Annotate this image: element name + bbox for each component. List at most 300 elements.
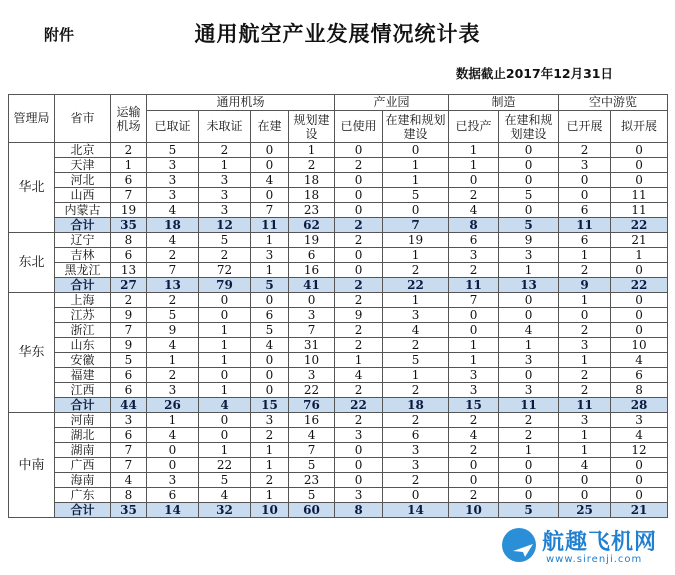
header-planned: 规划建设: [289, 111, 335, 143]
value-cell: 2: [289, 158, 335, 173]
value-cell: 2: [199, 248, 251, 263]
table-row: [9, 173, 668, 188]
table-row: [9, 488, 668, 503]
total-value-cell: 12: [199, 218, 251, 233]
value-cell: 0: [251, 383, 289, 398]
value-cell: 5: [251, 323, 289, 338]
region-name: 华北: [9, 143, 55, 233]
header-mfg-building-planning: 在建和规划建设: [499, 111, 559, 143]
value-cell: 2: [199, 143, 251, 158]
value-cell: 3: [449, 383, 499, 398]
value-cell: 6: [111, 368, 147, 383]
value-cell: 2: [559, 383, 611, 398]
total-value-cell: 13: [499, 278, 559, 293]
value-cell: 1: [199, 338, 251, 353]
value-cell: 2: [449, 488, 499, 503]
value-cell: 1: [199, 443, 251, 458]
value-cell: 2: [449, 263, 499, 278]
value-cell: 4: [111, 473, 147, 488]
value-cell: 5: [383, 353, 449, 368]
value-cell: 3: [449, 368, 499, 383]
value-cell: 0: [335, 173, 383, 188]
value-cell: 0: [449, 173, 499, 188]
header-uncertified: 未取证: [199, 111, 251, 143]
total-label: 合计: [55, 503, 111, 518]
header-manufacturing: 制造: [449, 95, 559, 111]
value-cell: 0: [611, 173, 668, 188]
value-cell: 4: [559, 458, 611, 473]
value-cell: 2: [499, 428, 559, 443]
table-row: [9, 323, 668, 338]
total-value-cell: 22: [611, 218, 668, 233]
value-cell: 2: [383, 338, 449, 353]
total-value-cell: 18: [147, 218, 199, 233]
value-cell: 2: [335, 158, 383, 173]
value-cell: 0: [335, 458, 383, 473]
value-cell: 4: [251, 173, 289, 188]
value-cell: 11: [611, 203, 668, 218]
value-cell: 2: [383, 473, 449, 488]
value-cell: 1: [199, 323, 251, 338]
value-cell: 0: [335, 248, 383, 263]
total-value-cell: 15: [449, 398, 499, 413]
value-cell: 4: [449, 203, 499, 218]
value-cell: 0: [499, 158, 559, 173]
value-cell: 72: [199, 263, 251, 278]
value-cell: 7: [111, 323, 147, 338]
value-cell: 4: [289, 428, 335, 443]
value-cell: 1: [499, 443, 559, 458]
total-value-cell: 26: [147, 398, 199, 413]
value-cell: 1: [449, 143, 499, 158]
value-cell: 0: [499, 458, 559, 473]
header-launched: 已开展: [559, 111, 611, 143]
value-cell: 0: [611, 323, 668, 338]
value-cell: 3: [335, 488, 383, 503]
value-cell: 1: [449, 158, 499, 173]
table-row: [9, 458, 668, 473]
table-row: [9, 203, 668, 218]
value-cell: 6: [449, 233, 499, 248]
value-cell: 0: [199, 293, 251, 308]
value-cell: 31: [289, 338, 335, 353]
province-cell: 江苏: [55, 308, 111, 323]
value-cell: 10: [611, 338, 668, 353]
value-cell: 1: [383, 158, 449, 173]
value-cell: 3: [611, 413, 668, 428]
value-cell: 3: [383, 458, 449, 473]
total-value-cell: 11: [559, 398, 611, 413]
value-cell: 4: [383, 323, 449, 338]
value-cell: 3: [289, 368, 335, 383]
total-value-cell: 41: [289, 278, 335, 293]
value-cell: 3: [111, 413, 147, 428]
value-cell: 5: [111, 353, 147, 368]
value-cell: 7: [251, 203, 289, 218]
table-row: [9, 473, 668, 488]
value-cell: 4: [449, 428, 499, 443]
province-cell: 湖北: [55, 428, 111, 443]
value-cell: 3: [383, 443, 449, 458]
value-cell: 9: [335, 308, 383, 323]
value-cell: 3: [251, 413, 289, 428]
province-cell: 广西: [55, 458, 111, 473]
value-cell: 2: [383, 263, 449, 278]
page-title: 通用航空产业发展情况统计表: [194, 22, 481, 46]
value-cell: 9: [499, 233, 559, 248]
total-value-cell: 18: [383, 398, 449, 413]
value-cell: 1: [383, 293, 449, 308]
header-transport-airport: 运输机场: [111, 95, 147, 143]
total-value-cell: 35: [111, 503, 147, 518]
value-cell: 1: [559, 443, 611, 458]
value-cell: 0: [199, 413, 251, 428]
total-value-cell: 79: [199, 278, 251, 293]
header-certified: 已取证: [147, 111, 199, 143]
value-cell: 3: [335, 428, 383, 443]
province-cell: 山西: [55, 188, 111, 203]
value-cell: 0: [611, 308, 668, 323]
value-cell: 4: [199, 488, 251, 503]
total-value-cell: 44: [111, 398, 147, 413]
value-cell: 2: [147, 293, 199, 308]
value-cell: 2: [335, 323, 383, 338]
value-cell: 23: [289, 203, 335, 218]
total-value-cell: 11: [559, 218, 611, 233]
value-cell: 3: [559, 338, 611, 353]
value-cell: 0: [335, 473, 383, 488]
table-row: [9, 308, 668, 323]
watermark: [498, 522, 668, 572]
value-cell: 1: [289, 143, 335, 158]
table-row: [9, 383, 668, 398]
table-row: [9, 233, 668, 248]
value-cell: 0: [383, 488, 449, 503]
table-row: [9, 443, 668, 458]
value-cell: 1: [199, 353, 251, 368]
province-cell: 江西: [55, 383, 111, 398]
header-to-launch: 拟开展: [611, 111, 668, 143]
value-cell: 0: [611, 158, 668, 173]
value-cell: 0: [611, 263, 668, 278]
value-cell: 3: [499, 248, 559, 263]
value-cell: 6: [559, 203, 611, 218]
value-cell: 0: [449, 458, 499, 473]
value-cell: 0: [611, 458, 668, 473]
value-cell: 0: [335, 443, 383, 458]
value-cell: 0: [289, 293, 335, 308]
value-cell: 1: [559, 353, 611, 368]
value-cell: 2: [383, 383, 449, 398]
value-cell: 5: [289, 488, 335, 503]
total-label: 合计: [55, 218, 111, 233]
value-cell: 8: [111, 488, 147, 503]
value-cell: 7: [111, 188, 147, 203]
value-cell: 8: [611, 383, 668, 398]
total-value-cell: 5: [499, 218, 559, 233]
watermark-brand: 航趣飞机网: [542, 530, 658, 555]
value-cell: 0: [611, 293, 668, 308]
watermark-logo-icon: [502, 528, 536, 562]
value-cell: 2: [559, 368, 611, 383]
table-row: [9, 143, 668, 158]
value-cell: 5: [199, 233, 251, 248]
header-in-production: 已投产: [449, 111, 499, 143]
value-cell: 1: [449, 353, 499, 368]
table-row: [9, 368, 668, 383]
total-value-cell: 8: [335, 503, 383, 518]
value-cell: 4: [611, 428, 668, 443]
province-cell: 辽宁: [55, 233, 111, 248]
value-cell: 2: [449, 413, 499, 428]
total-value-cell: 15: [251, 398, 289, 413]
total-value-cell: 10: [251, 503, 289, 518]
value-cell: 5: [499, 188, 559, 203]
value-cell: 1: [559, 428, 611, 443]
watermark-url: www.sirenji.com: [546, 554, 643, 565]
header-in-use: 已使用: [335, 111, 383, 143]
province-cell: 浙江: [55, 323, 111, 338]
total-value-cell: 10: [449, 503, 499, 518]
value-cell: 10: [289, 353, 335, 368]
value-cell: 2: [251, 473, 289, 488]
value-cell: 0: [499, 488, 559, 503]
value-cell: 11: [611, 188, 668, 203]
value-cell: 5: [199, 473, 251, 488]
total-value-cell: 27: [111, 278, 147, 293]
total-value-cell: 8: [449, 218, 499, 233]
province-cell: 天津: [55, 158, 111, 173]
total-value-cell: 76: [289, 398, 335, 413]
value-cell: 0: [383, 143, 449, 158]
value-cell: 13: [111, 263, 147, 278]
plane-icon: [512, 542, 534, 558]
value-cell: 1: [251, 458, 289, 473]
value-cell: 22: [289, 383, 335, 398]
appendix-label: 附件: [44, 26, 75, 44]
value-cell: 7: [449, 293, 499, 308]
province-cell: 内蒙古: [55, 203, 111, 218]
value-cell: 6: [111, 173, 147, 188]
value-cell: 3: [147, 173, 199, 188]
value-cell: 18: [289, 173, 335, 188]
total-value-cell: 22: [383, 278, 449, 293]
value-cell: 0: [499, 203, 559, 218]
value-cell: 6: [111, 428, 147, 443]
total-value-cell: 9: [559, 278, 611, 293]
province-cell: 黑龙江: [55, 263, 111, 278]
value-cell: 4: [147, 233, 199, 248]
value-cell: 3: [499, 383, 559, 398]
value-cell: 1: [559, 248, 611, 263]
province-cell: 上海: [55, 293, 111, 308]
value-cell: 0: [199, 308, 251, 323]
total-value-cell: 13: [147, 278, 199, 293]
value-cell: 0: [251, 143, 289, 158]
value-cell: 0: [335, 203, 383, 218]
date-note: 数据截止2017年12月31日: [455, 66, 613, 81]
value-cell: 0: [251, 353, 289, 368]
province-cell: 山东: [55, 338, 111, 353]
value-cell: 0: [449, 308, 499, 323]
value-cell: 1: [199, 158, 251, 173]
total-value-cell: 35: [111, 218, 147, 233]
value-cell: 0: [335, 143, 383, 158]
province-cell: 湖南: [55, 443, 111, 458]
region-name: 中南: [9, 413, 55, 518]
header-province: 省市: [55, 95, 111, 143]
header-park-building-planning: 在建和规划建设: [383, 111, 449, 143]
value-cell: 6: [289, 248, 335, 263]
value-cell: 0: [611, 473, 668, 488]
value-cell: 22: [199, 458, 251, 473]
value-cell: 0: [147, 443, 199, 458]
value-cell: 3: [199, 173, 251, 188]
total-value-cell: 7: [383, 218, 449, 233]
value-cell: 2: [111, 293, 147, 308]
total-value-cell: 22: [611, 278, 668, 293]
value-cell: 0: [199, 368, 251, 383]
value-cell: 2: [449, 188, 499, 203]
value-cell: 1: [383, 173, 449, 188]
value-cell: 1: [111, 158, 147, 173]
value-cell: 2: [251, 428, 289, 443]
total-row: [9, 503, 668, 518]
value-cell: 0: [499, 473, 559, 488]
value-cell: 16: [289, 413, 335, 428]
value-cell: 1: [499, 263, 559, 278]
total-value-cell: 11: [449, 278, 499, 293]
value-cell: 3: [147, 473, 199, 488]
region-name: 东北: [9, 233, 55, 293]
header-general-airport: 通用机场: [147, 95, 335, 111]
value-cell: 2: [335, 293, 383, 308]
value-cell: 9: [111, 308, 147, 323]
table-row: [9, 428, 668, 443]
total-value-cell: 21: [611, 503, 668, 518]
value-cell: 0: [251, 368, 289, 383]
value-cell: 19: [289, 233, 335, 248]
value-cell: 5: [289, 458, 335, 473]
value-cell: 2: [559, 143, 611, 158]
value-cell: 3: [199, 203, 251, 218]
value-cell: 0: [559, 488, 611, 503]
total-value-cell: 2: [335, 218, 383, 233]
value-cell: 6: [111, 248, 147, 263]
value-cell: 0: [199, 428, 251, 443]
value-cell: 5: [383, 188, 449, 203]
total-value-cell: 28: [611, 398, 668, 413]
total-row: [9, 398, 668, 413]
header-admin: 管理局: [9, 95, 55, 143]
value-cell: 2: [335, 233, 383, 248]
table-row: [9, 248, 668, 263]
value-cell: 3: [147, 188, 199, 203]
province-cell: 河北: [55, 173, 111, 188]
value-cell: 0: [499, 173, 559, 188]
province-cell: 广东: [55, 488, 111, 503]
total-label: 合计: [55, 278, 111, 293]
value-cell: 6: [559, 233, 611, 248]
value-cell: 0: [559, 173, 611, 188]
total-value-cell: 14: [147, 503, 199, 518]
value-cell: 1: [449, 338, 499, 353]
value-cell: 0: [449, 323, 499, 338]
value-cell: 2: [147, 248, 199, 263]
value-cell: 6: [111, 383, 147, 398]
value-cell: 6: [147, 488, 199, 503]
total-row: [9, 218, 668, 233]
value-cell: 7: [147, 263, 199, 278]
value-cell: 4: [251, 338, 289, 353]
value-cell: 8: [111, 233, 147, 248]
table-row: [9, 158, 668, 173]
value-cell: 0: [335, 263, 383, 278]
value-cell: 3: [147, 383, 199, 398]
value-cell: 0: [611, 143, 668, 158]
value-cell: 0: [559, 188, 611, 203]
value-cell: 3: [499, 353, 559, 368]
province-cell: 河南: [55, 413, 111, 428]
value-cell: 9: [111, 338, 147, 353]
province-cell: 吉林: [55, 248, 111, 263]
table-row: [9, 188, 668, 203]
value-cell: 6: [251, 308, 289, 323]
value-cell: 1: [199, 383, 251, 398]
value-cell: 0: [251, 293, 289, 308]
value-cell: 9: [147, 323, 199, 338]
value-cell: 7: [289, 323, 335, 338]
value-cell: 4: [147, 428, 199, 443]
value-cell: 0: [499, 308, 559, 323]
province-cell: 安徽: [55, 353, 111, 368]
value-cell: 4: [147, 203, 199, 218]
value-cell: 0: [251, 158, 289, 173]
value-cell: 5: [147, 308, 199, 323]
header-building: 在建: [251, 111, 289, 143]
value-cell: 1: [251, 443, 289, 458]
value-cell: 1: [251, 233, 289, 248]
value-cell: 23: [289, 473, 335, 488]
value-cell: 0: [335, 188, 383, 203]
value-cell: 7: [289, 443, 335, 458]
table-row: [9, 353, 668, 368]
value-cell: 0: [147, 458, 199, 473]
value-cell: 3: [289, 308, 335, 323]
header-air-tourism: 空中游览: [559, 95, 668, 111]
table-body: [9, 143, 668, 518]
value-cell: 21: [611, 233, 668, 248]
value-cell: 6: [611, 368, 668, 383]
total-value-cell: 60: [289, 503, 335, 518]
table-header: [9, 95, 668, 143]
value-cell: 7: [111, 458, 147, 473]
value-cell: 19: [111, 203, 147, 218]
value-cell: 1: [383, 368, 449, 383]
total-value-cell: 32: [199, 503, 251, 518]
value-cell: 7: [111, 443, 147, 458]
value-cell: 4: [611, 353, 668, 368]
value-cell: 0: [383, 203, 449, 218]
total-value-cell: 14: [383, 503, 449, 518]
value-cell: 3: [147, 158, 199, 173]
stats-table: [8, 94, 668, 518]
total-label: 合计: [55, 398, 111, 413]
value-cell: 19: [383, 233, 449, 248]
value-cell: 16: [289, 263, 335, 278]
value-cell: 4: [499, 323, 559, 338]
value-cell: 3: [199, 188, 251, 203]
